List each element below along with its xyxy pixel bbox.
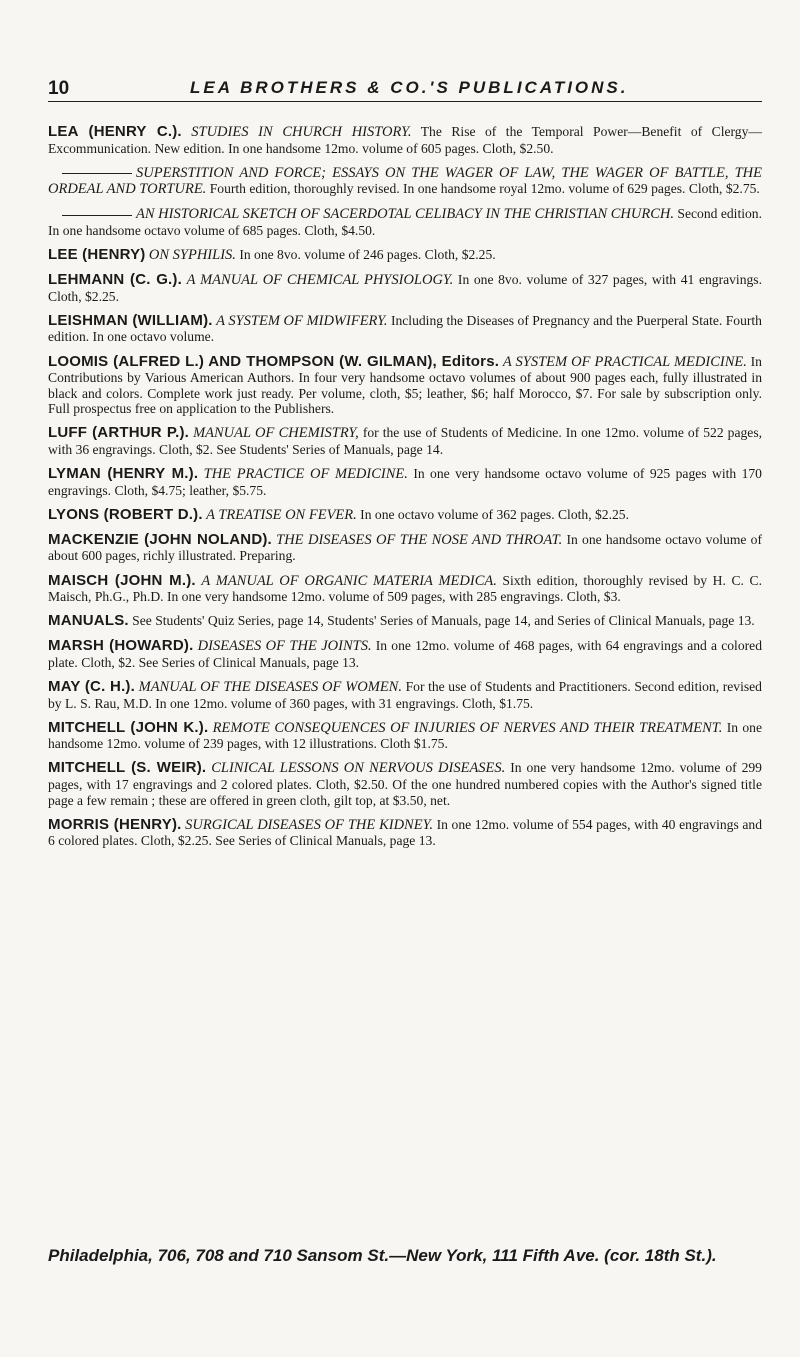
entry-description: In one very handsome 12mo. volume of 299 pages, with 17 engravings and 2 colored plates. Cloth, $2.50. Of the one hundred numbered copies with the Author's signed title page a few remain ; these are offered in green cloth, gilt top, at $3.50, net. bbox=[48, 760, 762, 808]
entry-description: Second edition. In one handsome octavo volume of 685 pages. Cloth, $4.50. bbox=[48, 206, 762, 238]
author-name: LOOMIS (ALFRED L.) AND THOMPSON (W. GILMAN), Editors. bbox=[48, 352, 500, 370]
catalog-entry bbox=[48, 679, 762, 711]
author-name: LEHMANN (C. G.). bbox=[48, 271, 182, 289]
book-title: SURGICAL DISEASES OF THE KIDNEY. bbox=[185, 816, 433, 833]
catalog-entry bbox=[48, 760, 762, 808]
author-name: LYMAN (HENRY M.). bbox=[48, 465, 199, 483]
book-title: STUDIES IN CHURCH HISTORY. bbox=[191, 124, 412, 140]
entry-description: Including the Diseases of Pregnancy and the Puerperal State. Fourth edition. In one octavo volume. bbox=[48, 312, 762, 345]
entry-description: Fourth edition, thoroughly revised. In one handsome royal 12mo. volume of 629 pages. Cloth, $2.75. bbox=[209, 181, 760, 197]
entry-description: for the use of Students of Medicine. In one 12mo. volume of 522 pages, with 36 engravings. Cloth, $2. See Students' Series of Manuals, page 14. bbox=[48, 425, 763, 457]
catalog-entry bbox=[48, 272, 762, 304]
book-title: ON SYPHILIS. bbox=[148, 247, 236, 264]
catalog-entry bbox=[48, 313, 762, 345]
catalog-entries bbox=[48, 124, 762, 857]
catalog-entry bbox=[48, 206, 762, 238]
entry-description: In one octavo volume of 362 pages. Cloth, $2.25. bbox=[360, 506, 629, 522]
catalog-entry bbox=[48, 466, 762, 498]
catalog-entry bbox=[48, 613, 762, 630]
book-title: MANUAL OF THE DISEASES OF WOMEN. bbox=[138, 679, 402, 696]
entry-description: Sixth edition, thoroughly revised by H. C. C. Maisch, Ph.G., Ph.D. In one very handsome 12mo. volume of 509 pages, with 285 engravings. Cloth, $3. bbox=[48, 572, 762, 605]
catalog-entry bbox=[48, 573, 762, 605]
catalog-entry bbox=[48, 354, 762, 417]
entry-description: In one 12mo. volume of 468 pages, with 64 engravings and a colored plate. Cloth, $2. See Series of Clinical Manuals, page 13. bbox=[48, 638, 762, 670]
book-title: THE PRACTICE OF MEDICINE. bbox=[203, 466, 408, 483]
book-title: AN HISTORICAL SKETCH OF SACERDOTAL CELIBACY IN THE CHRISTIAN CHURCH. bbox=[136, 206, 674, 223]
author-name: LYONS (ROBERT D.). bbox=[48, 505, 203, 523]
entry-description: In one 12mo. volume of 554 pages, with 40 engravings and 6 colored plates. Cloth, $2.25. See Series of Clinical Manuals, page 13. bbox=[48, 816, 762, 849]
catalog-entry bbox=[48, 817, 762, 849]
book-title: A SYSTEM OF MIDWIFERY. bbox=[216, 312, 388, 329]
catalog-entry bbox=[48, 165, 762, 198]
author-name: MARSH (HOWARD). bbox=[48, 637, 194, 655]
entry-description: In one handsome 12mo. volume of 239 pages, with 12 illustrations. Cloth $1.75. bbox=[48, 719, 762, 752]
ditto-dash bbox=[62, 173, 132, 174]
entry-description: In one very handsome octavo volume of 925 pages with 170 engravings. Cloth, $4.75; leather, $5.75. bbox=[48, 466, 762, 498]
catalog-entry bbox=[48, 720, 762, 752]
entry-description: In one 8vo. volume of 327 pages, with 41 engravings. Cloth, $2.25. bbox=[48, 272, 762, 304]
author-name: MITCHELL (S. WEIR). bbox=[48, 759, 207, 777]
author-name: LEA (HENRY C.). bbox=[48, 123, 182, 140]
catalog-entry bbox=[48, 425, 762, 457]
book-title: CLINICAL LESSONS ON NERVOUS DISEASES. bbox=[211, 760, 506, 777]
publisher-address-footer: Philadelphia, 706, 708 and 710 Sansom St.—New York, 111 Fifth Ave. (cor. 18th St.). bbox=[48, 1246, 717, 1265]
running-head: LEA BROTHERS & CO.'S PUBLICATIONS. bbox=[190, 78, 629, 97]
book-title: MANUAL OF CHEMISTRY, bbox=[193, 425, 359, 442]
ditto-dash bbox=[62, 215, 132, 216]
entry-description: In one handsome octavo volume of about 600 pages, richly illustrated. Preparing. bbox=[48, 531, 762, 564]
author-name: MACKENZIE (JOHN NOLAND). bbox=[48, 530, 272, 548]
author-name: MITCHELL (JOHN K.). bbox=[48, 718, 209, 736]
entry-description: In one 8vo. volume of 246 pages. Cloth, $2.25. bbox=[239, 247, 496, 263]
author-name: MORRIS (HENRY). bbox=[48, 815, 182, 833]
book-title: DISEASES OF THE JOINTS. bbox=[197, 638, 372, 655]
author-name: MAISCH (JOHN M.). bbox=[48, 571, 196, 589]
author-name: LEISHMAN (WILLIAM). bbox=[48, 311, 213, 329]
book-title: A MANUAL OF CHEMICAL PHYSIOLOGY. bbox=[186, 272, 454, 289]
entry-description: See Students' Quiz Series, page 14, Students' Series of Manuals, page 14, and Series of Clinical Manuals, page 13. bbox=[132, 613, 755, 629]
author-name: MANUALS. bbox=[48, 612, 129, 630]
book-title: REMOTE CONSEQUENCES OF INJURIES OF NERVES AND THEIR TREATMENT. bbox=[212, 719, 723, 736]
header-rule bbox=[48, 101, 762, 102]
catalog-entry bbox=[48, 247, 762, 264]
catalog-entry bbox=[48, 638, 762, 670]
entry-description: The Rise of the Temporal Power—Benefit of Clergy—Excommunication. New edition. In one handsome 12mo. volume of 605 pages. Cloth, $2.50. bbox=[48, 124, 762, 156]
book-title: THE DISEASES OF THE NOSE AND THROAT. bbox=[276, 531, 563, 548]
book-title: A TREATISE ON FEVER. bbox=[206, 506, 357, 523]
author-name: MAY (C. H.). bbox=[48, 678, 135, 696]
entry-description: In Contributions by Various American Authors. In four very handsome octavo volumes of about 900 pages each, fully illustrated in black and colors. Complete work just ready. Per volume, cloth, $5; leather, $6; half Morocco, $7. For sale by subscription only. Full prospectus free on application to the Publishers. bbox=[48, 353, 762, 417]
author-name: LEE (HENRY) bbox=[48, 246, 146, 264]
catalog-entry bbox=[48, 532, 762, 564]
author-name: LUFF (ARTHUR P.). bbox=[48, 424, 190, 442]
book-title: SUPERSTITION AND FORCE; ESSAYS ON THE WAGER OF LAW, THE WAGER OF BATTLE, THE ORDEAL AND TORTURE. bbox=[48, 164, 762, 198]
page-number: 10 bbox=[48, 78, 70, 99]
catalog-entry bbox=[48, 124, 762, 156]
book-title: A SYSTEM OF PRACTICAL MEDICINE. bbox=[502, 353, 747, 370]
catalog-entry bbox=[48, 507, 762, 524]
entry-description: For the use of Students and Practitioners. Second edition, revised by L. S. Rau, M.D. In one 12mo. volume of 360 pages, with 31 engravings. Cloth, $1.75. bbox=[48, 679, 762, 711]
book-title: A MANUAL OF ORGANIC MATERIA MEDICA. bbox=[201, 572, 497, 589]
